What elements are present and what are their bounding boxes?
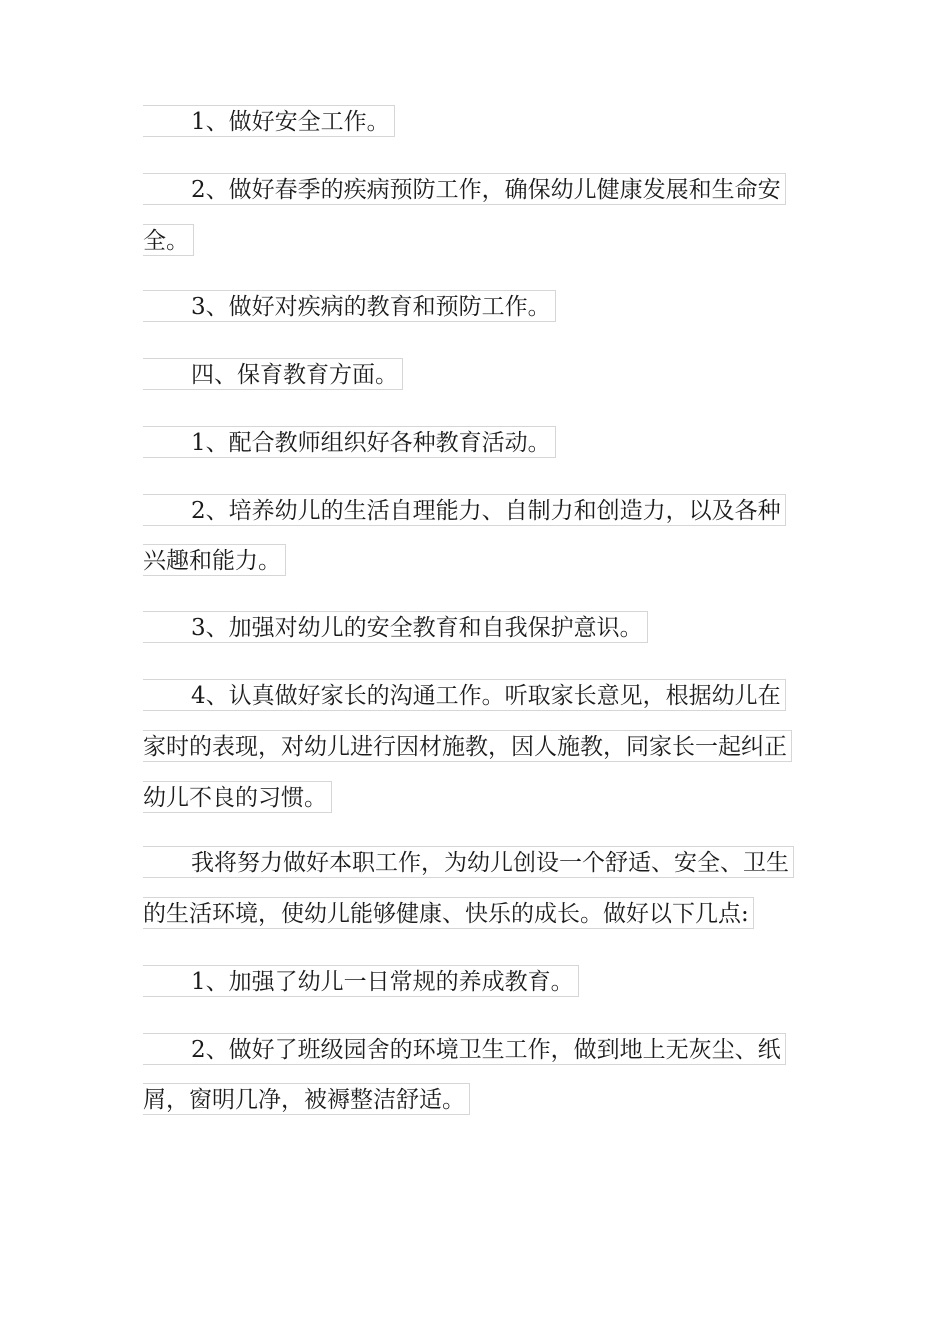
text-line: 2、培养幼儿的生活自理能力、自制力和创造力，以及各种 — [143, 494, 786, 526]
text-line: 2、做好春季的疾病预防工作，确保幼儿健康发展和生命安 — [143, 173, 786, 205]
text-line: 1、配合教师组织好各种教育活动。 — [143, 426, 556, 458]
text-line: 屑，窗明几净，被褥整洁舒适。 — [143, 1083, 470, 1115]
text-line: 4、认真做好家长的沟通工作。听取家长意见，根据幼儿在 — [143, 679, 786, 711]
text-line: 兴趣和能力。 — [143, 544, 286, 576]
section-heading: 四、保育教育方面。 — [143, 358, 403, 390]
text-line: 的生活环境，使幼儿能够健康、快乐的成长。做好以下几点: — [143, 897, 754, 929]
text-line: 2、做好了班级园舍的环境卫生工作，做到地上无灰尘、纸 — [143, 1033, 786, 1065]
text-line: 家时的表现，对幼儿进行因材施教，因人施教，同家长一起纠正 — [143, 730, 792, 762]
text-line: 1、做好安全工作。 — [143, 105, 395, 137]
text-line: 1、加强了幼儿一日常规的养成教育。 — [143, 965, 579, 997]
text-line: 3、加强对幼儿的安全教育和自我保护意识。 — [143, 611, 648, 643]
text-line: 我将努力做好本职工作，为幼儿创设一个舒适、安全、卫生 — [143, 846, 794, 878]
text-line: 幼儿不良的习惯。 — [143, 781, 332, 813]
text-line: 3、做好对疾病的教育和预防工作。 — [143, 290, 556, 322]
text-line: 全。 — [143, 224, 194, 256]
